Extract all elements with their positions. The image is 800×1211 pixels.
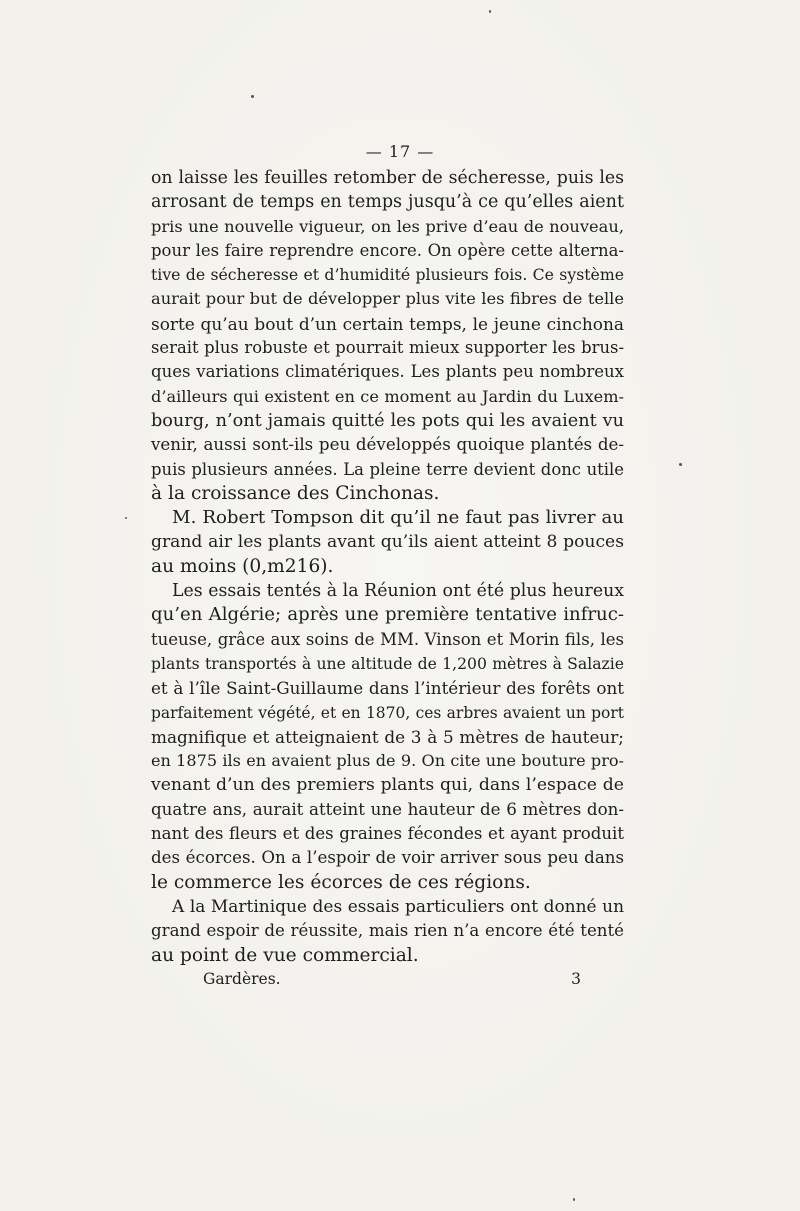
text-line: arrosant de temps en temps jusqu’à ce qu’elles aient bbox=[151, 192, 624, 213]
footer-sheet-number: 3 bbox=[571, 970, 581, 988]
text-line: au point de vue commercial. bbox=[151, 944, 419, 966]
text-line: d’ailleurs qui existent en ce moment au Jardin du Luxem- bbox=[151, 386, 624, 406]
text-line: parfaitement végété, et en 1870, ces arbres avaient un port bbox=[151, 703, 624, 722]
text-line: sorte qu’au bout d’un certain temps, le jeune cinchona bbox=[151, 313, 624, 334]
text-line: aurait pour but de développer plus vite les fibres de telle bbox=[151, 289, 624, 309]
text-line: pour les faire reprendre encore. On opère cette alterna- bbox=[151, 240, 624, 260]
text-line: des écorces. On a l’espoir de voir arriver sous peu dans bbox=[151, 848, 624, 868]
paragraph bbox=[151, 579, 624, 895]
text-line: serait plus robuste et pourrait mieux supporter les brus- bbox=[151, 338, 624, 358]
paragraph bbox=[151, 895, 624, 968]
text-line: ques variations climatériques. Les plants peu nombreux bbox=[151, 362, 624, 382]
text-line: A la Martinique des essais particuliers ont donné un bbox=[172, 896, 624, 917]
paragraph bbox=[151, 166, 624, 506]
text-line: à la croissance des Cinchonas. bbox=[151, 482, 440, 504]
text-line: plants transportés à une altitude de 1,200 mètres à Salazie bbox=[151, 653, 624, 673]
text-line: venir, aussi sont-ils peu développés quoique plantés de- bbox=[151, 435, 624, 455]
text-line: tive de sécheresse et d’humidité plusieurs fois. Ce système bbox=[151, 265, 624, 285]
text-line: qu’en Algérie; après une première tentative infruc- bbox=[151, 604, 624, 626]
text-line: nant des fleurs et des graines fécondes et ayant produit bbox=[151, 824, 624, 844]
text-line: en 1875 ils en avaient plus de 9. On cite une bouture pro- bbox=[151, 751, 624, 771]
text-line: tueuse, grâce aux soins de MM. Vinson et Morin fils, les bbox=[151, 629, 624, 649]
text-line: grand espoir de réussite, mais rien n’a encore été tenté bbox=[151, 921, 624, 941]
text-line: bourg, n’ont jamais quitté les pots qui les avaient vu bbox=[151, 410, 624, 431]
paragraph bbox=[151, 506, 624, 579]
body-text bbox=[151, 166, 624, 968]
text-line: grand air les plants avant qu’ils aient atteint 8 pouces bbox=[151, 532, 624, 553]
text-line: au moins (0,m216). bbox=[151, 555, 334, 577]
text-line: M. Robert Tompson dit qu’il ne faut pas livrer au bbox=[172, 507, 624, 529]
text-line: Les essais tentés à la Réunion ont été plus heureux bbox=[172, 581, 624, 602]
text-line: puis plusieurs années. La pleine terre devient donc utile bbox=[151, 459, 624, 479]
text-line: quatre ans, aurait atteint une hauteur de 6 mètres don- bbox=[151, 799, 624, 819]
text-line: magnifique et atteignaient de 3 à 5 mètres de hauteur; bbox=[151, 726, 624, 747]
text-line: pris une nouvelle vigueur, on les prive d’eau de nouveau, bbox=[151, 216, 624, 236]
footer-signature: Gardères. bbox=[203, 970, 281, 988]
page-footer bbox=[203, 970, 581, 988]
text-line: et à l’île Saint-Guillaume dans l’intérieur des forêts ont bbox=[151, 678, 624, 699]
page-number: — 17 — bbox=[365, 142, 435, 161]
text-line: le commerce les écorces de ces régions. bbox=[151, 871, 531, 893]
text-line: on laisse les feuilles retomber de sécheresse, puis les bbox=[151, 168, 624, 188]
text-line: venant d’un des premiers plants qui, dans l’espace de bbox=[151, 775, 624, 796]
